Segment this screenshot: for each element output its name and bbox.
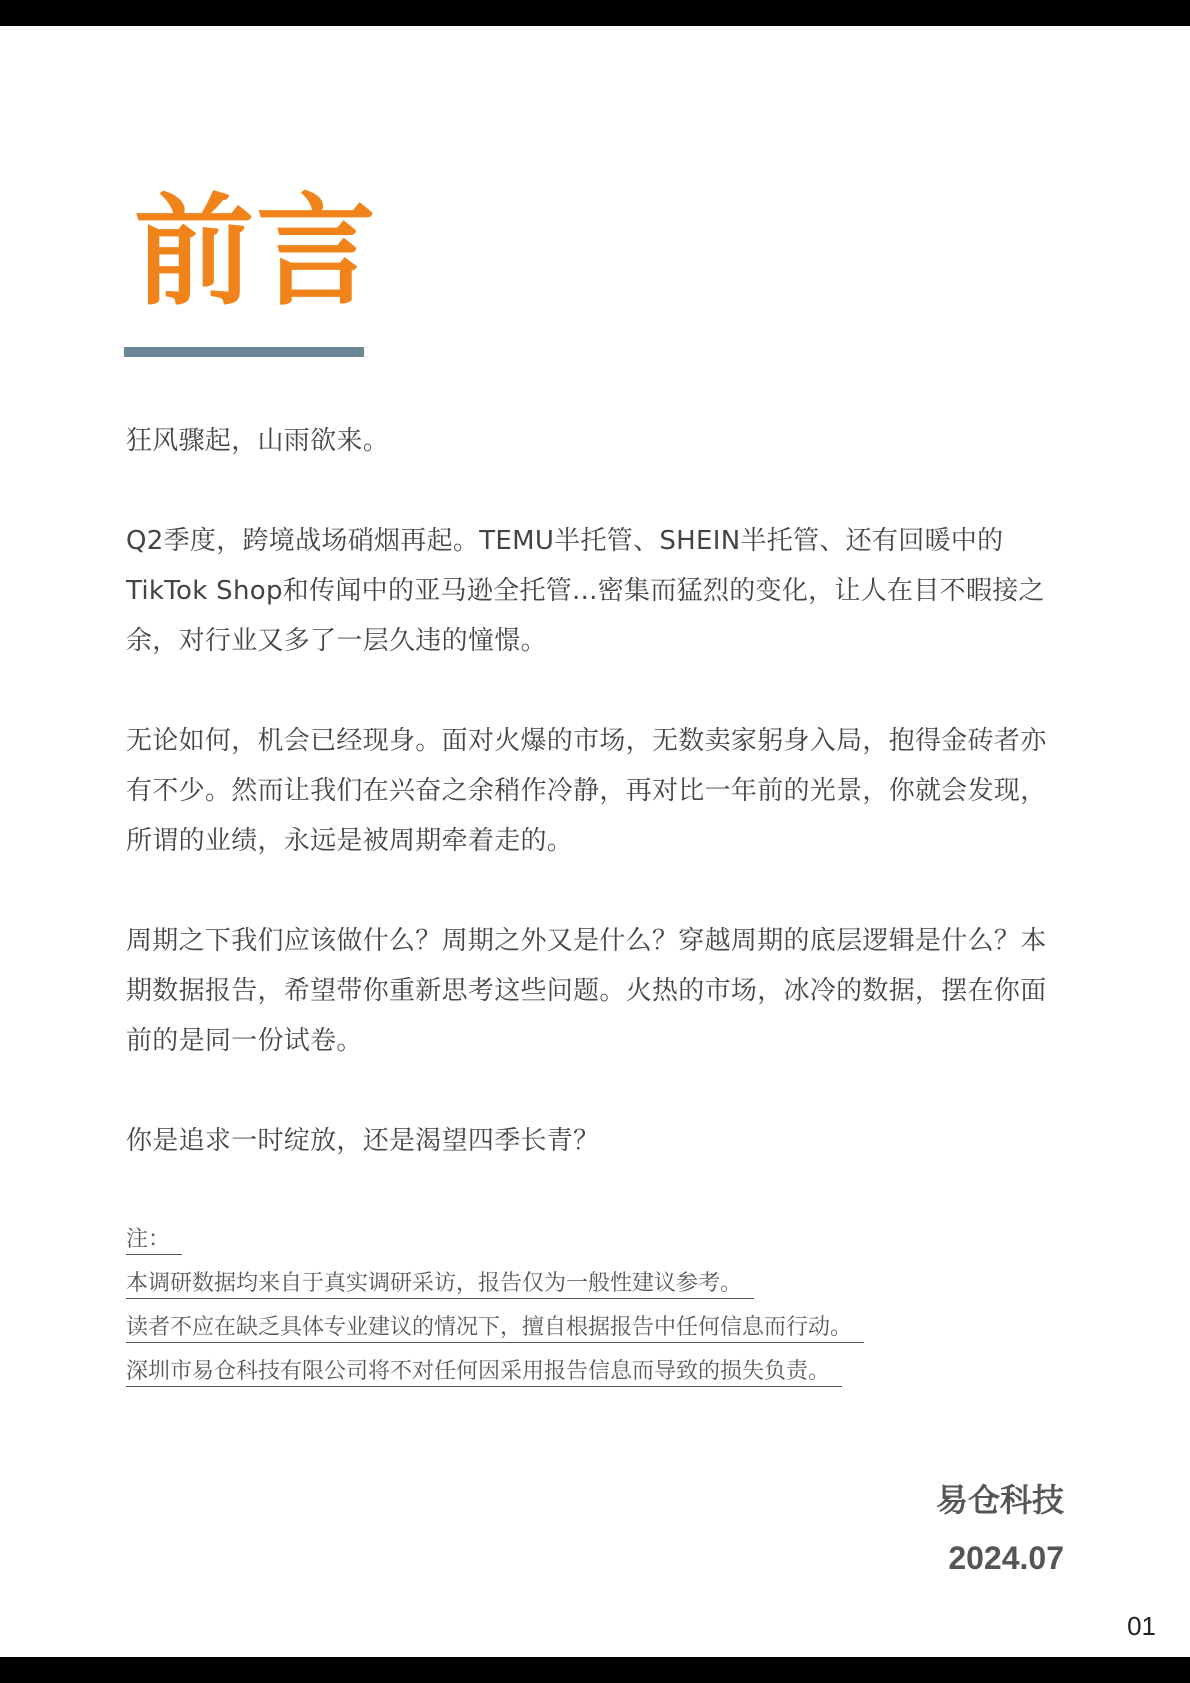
note-line-3: 深圳市易仓科技有限公司将不对任何因采用报告信息而导致的损失负责。 — [126, 1358, 842, 1387]
paragraph-5: 你是追求一时绽放，还是渴望四季长青？ — [126, 1126, 600, 1156]
paragraph-4: 周期之下我们应该做什么？周期之外又是什么？穿越周期的底层逻辑是什么？本期数据报告，希望带你重新思考这些问题。火热的市场，冰冷的数据，摆在你面前的是同一份试卷。 — [126, 926, 1047, 1056]
page-title: 前言 — [134, 183, 378, 322]
notes-label: 注： — [126, 1226, 182, 1255]
disclaimer-notes — [126, 1226, 1070, 1402]
title-underline — [124, 347, 364, 357]
paragraph-1: 狂风骤起，山雨欲来。 — [126, 426, 390, 456]
page-number: 01 — [1127, 1611, 1156, 1641]
paragraph-3: 无论如何，机会已经现身。面对火爆的市场，无数卖家躬身入局，抱得金砖者亦有不少。然而让我们在兴奋之余稍作冷静，再对比一年前的光景，你就会发现，所谓的业绩，永远是被周期牵着走的。 — [126, 726, 1047, 856]
preface-body — [126, 416, 1070, 1216]
bottom-border-bar — [0, 1657, 1190, 1683]
top-border-bar — [0, 0, 1190, 26]
note-line-1: 本调研数据均来自于真实调研采访，报告仅为一般性建议参考。 — [126, 1270, 754, 1299]
paragraph-2: Q2季度，跨境战场硝烟再起。TEMU半托管、SHEIN半托管、还有回暖中的TikTok Shop和传闻中的亚马逊全托管...密集而猛烈的变化，让人在目不暇接之余，对行业又多了一层久违的憧憬。 — [126, 526, 1045, 656]
signature-date: 2024.07 — [948, 1540, 1064, 1576]
signature-company: 易仓科技 — [935, 1481, 1064, 1519]
note-line-2: 读者不应在缺乏具体专业建议的情况下，擅自根据报告中任何信息而行动。 — [126, 1314, 864, 1343]
